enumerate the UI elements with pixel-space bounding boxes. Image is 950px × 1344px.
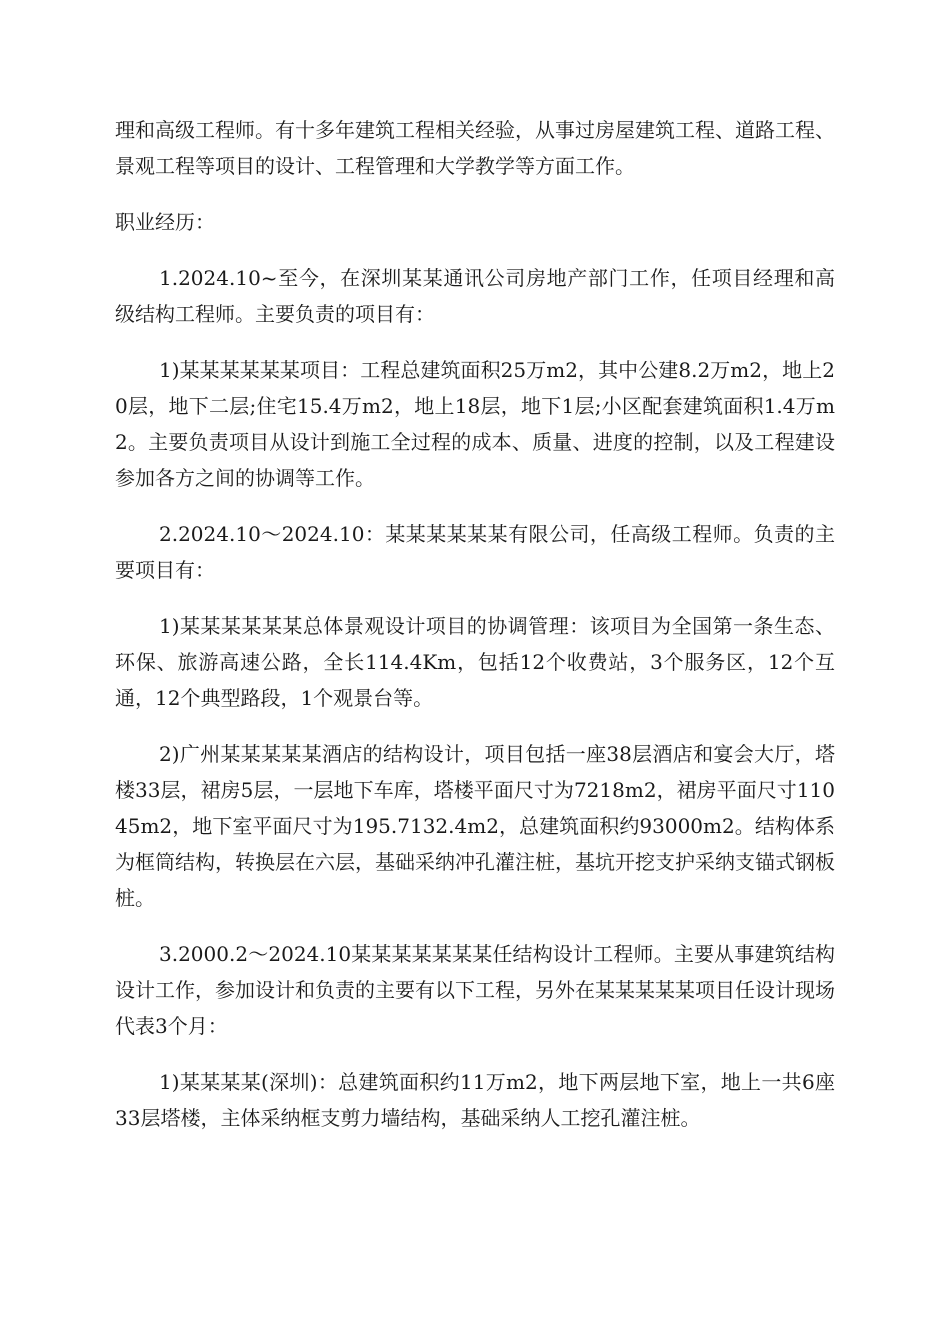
paragraph-summary: 理和高级工程师。有十多年建筑工程相关经验，从事过房屋建筑工程、道路工程、景观工程等项目的设计、工程管理和大学教学等方面工作。	[115, 118, 835, 178]
paragraph-career-3: 3.2000.2～2024.10某某某某某某某任结构设计工程师。主要从事建筑结构设计工作，参加设计和负责的主要有以下工程，另外在某某某某某项目任设计现场代表3个月：	[115, 942, 835, 1038]
paragraph-career-1-project-1: 1)某某某某某某项目：工程总建筑面积25万m2，其中公建8.2万m2，地上20层，地下二层;住宅15.4万m2，地上18层，地下1层;小区配套建筑面积1.4万m2。主要负责项目从设计到施工全过程的成本、质量、进度的控制，以及工程建设参加各方之间的协调等工作。	[115, 358, 835, 490]
document-body	[115, 112, 835, 1156]
paragraph-career-heading: 职业经历：	[115, 210, 215, 234]
paragraph-career-2: 2.2024.10～2024.10：某某某某某某有限公司，任高级工程师。负责的主要项目有：	[115, 522, 835, 582]
paragraph-career-3-project-1: 1)某某某某(深圳)：总建筑面积约11万m2，地下两层地下室，地上一共6座33层塔楼，主体采纳框支剪力墙结构，基础采纳人工挖孔灌注桩。	[115, 1070, 835, 1130]
paragraph-career-2-project-2: 2)广州某某某某某酒店的结构设计，项目包括一座38层酒店和宴会大厅，塔楼33层，裙房5层，一层地下车库，塔楼平面尺寸为7218m2，裙房平面尺寸11045m2，地下室平面尺寸为195.7132.4m2，总建筑面积约93000m2。结构体系为框筒结构，转换层在六层，基础采纳冲孔灌注桩，基坑开挖支护采纳支锚式钢板桩。	[115, 742, 835, 910]
paragraph-career-2-project-1: 1)某某某某某某总体景观设计项目的协调管理：该项目为全国第一条生态、环保、旅游高速公路，全长114.4Km，包括12个收费站，3个服务区，12个互通，12个典型路段，1个观景台等。	[115, 614, 835, 710]
paragraph-career-1: 1.2024.10~至今，在深圳某某通讯公司房地产部门工作，任项目经理和高级结构工程师。主要负责的项目有：	[115, 266, 835, 326]
